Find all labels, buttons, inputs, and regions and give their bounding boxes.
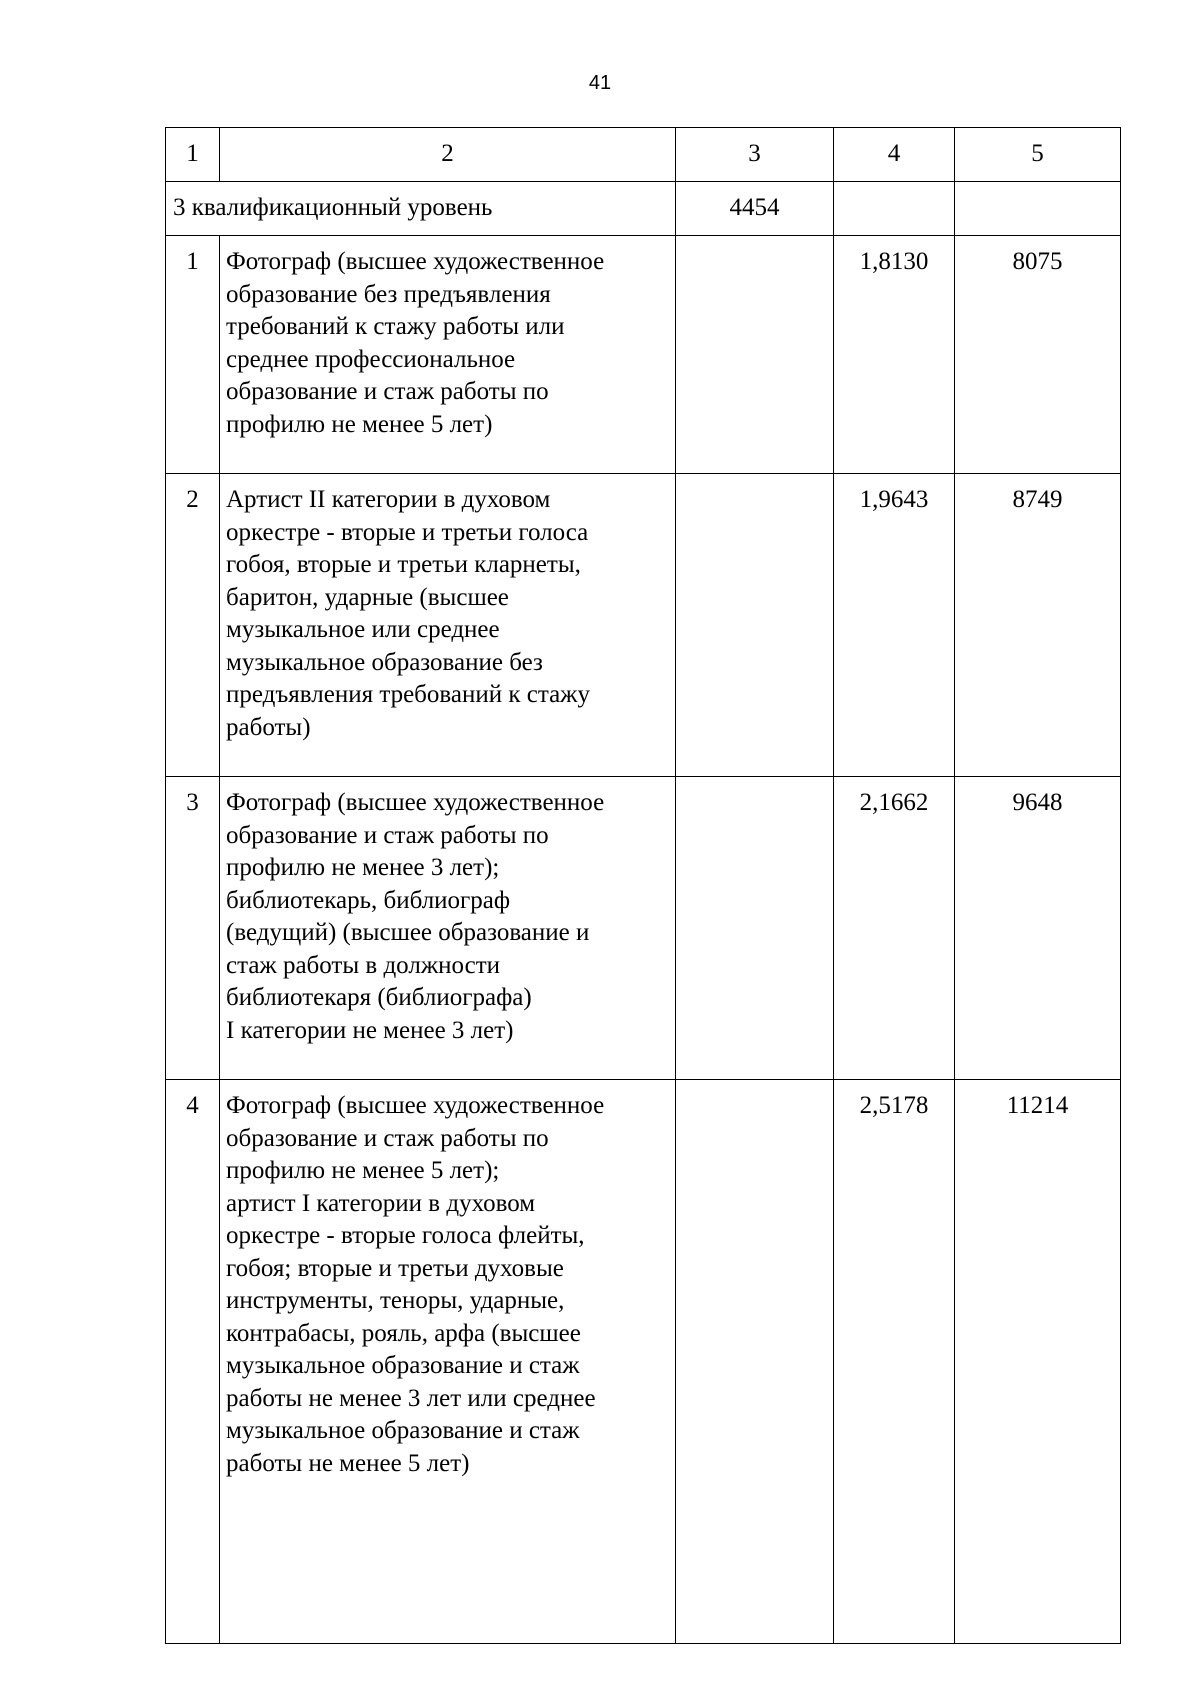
qualification-level-label: 3 квалификационный уровень — [166, 182, 676, 236]
row-number: 2 — [166, 474, 220, 777]
position-description: Фотограф (высшее художественное образование и стаж работы по профилю не менее 3 лет); библиотекарь, библиограф (ведущий) (высшее образование и стаж работы в должности библиотекаря (библиографа) I категории не менее 3 лет) — [220, 777, 676, 1080]
qualification-level-row — [166, 182, 1121, 236]
coefficient: 1,9643 — [834, 474, 955, 777]
coefficient: 2,1662 — [834, 777, 955, 1080]
table-row — [166, 1080, 1121, 1644]
empty-cell — [676, 1080, 834, 1644]
page-number: 41 — [588, 72, 612, 94]
salary-table — [165, 127, 1121, 1644]
row-number: 3 — [166, 777, 220, 1080]
row-number: 4 — [166, 1080, 220, 1644]
table-row — [166, 236, 1121, 474]
qualification-level-code: 4454 — [676, 182, 834, 236]
coefficient: 1,8130 — [834, 236, 955, 474]
position-description: Фотограф (высшее художественное образование без предъявления требований к стажу работы или среднее профессиональное образование и стаж работы по профилю не менее 5 лет) — [220, 236, 676, 474]
position-description: Фотограф (высшее художественное образование и стаж работы по профилю не менее 5 лет); артист I категории в духовом оркестре - вторые голоса флейты, гобоя; вторые и третьи духовые инструменты, теноры, ударные, контрабасы, рояль, арфа (высшее музыкальное образование и стаж работы не менее 3 лет или среднее музыкальное образование и стаж работы не менее 5 лет) — [220, 1080, 676, 1644]
salary: 11214 — [955, 1080, 1121, 1644]
coefficient: 2,5178 — [834, 1080, 955, 1644]
header-cell: 2 — [220, 128, 676, 182]
empty-cell — [834, 182, 955, 236]
empty-cell — [676, 777, 834, 1080]
empty-cell — [676, 236, 834, 474]
table-row — [166, 474, 1121, 777]
empty-cell — [955, 182, 1121, 236]
header-cell: 5 — [955, 128, 1121, 182]
empty-cell — [676, 474, 834, 777]
salary: 8075 — [955, 236, 1121, 474]
row-number: 1 — [166, 236, 220, 474]
position-description: Артист II категории в духовом оркестре - вторые и третьи голоса гобоя, вторые и третьи кларнеты, баритон, ударные (высшее музыкальное или среднее музыкальное образование без предъявления требований к стажу работы) — [220, 474, 676, 777]
header-cell: 4 — [834, 128, 955, 182]
header-cell: 3 — [676, 128, 834, 182]
table-header-row — [166, 128, 1121, 182]
header-cell: 1 — [166, 128, 220, 182]
salary: 9648 — [955, 777, 1121, 1080]
salary: 8749 — [955, 474, 1121, 777]
table-row — [166, 777, 1121, 1080]
